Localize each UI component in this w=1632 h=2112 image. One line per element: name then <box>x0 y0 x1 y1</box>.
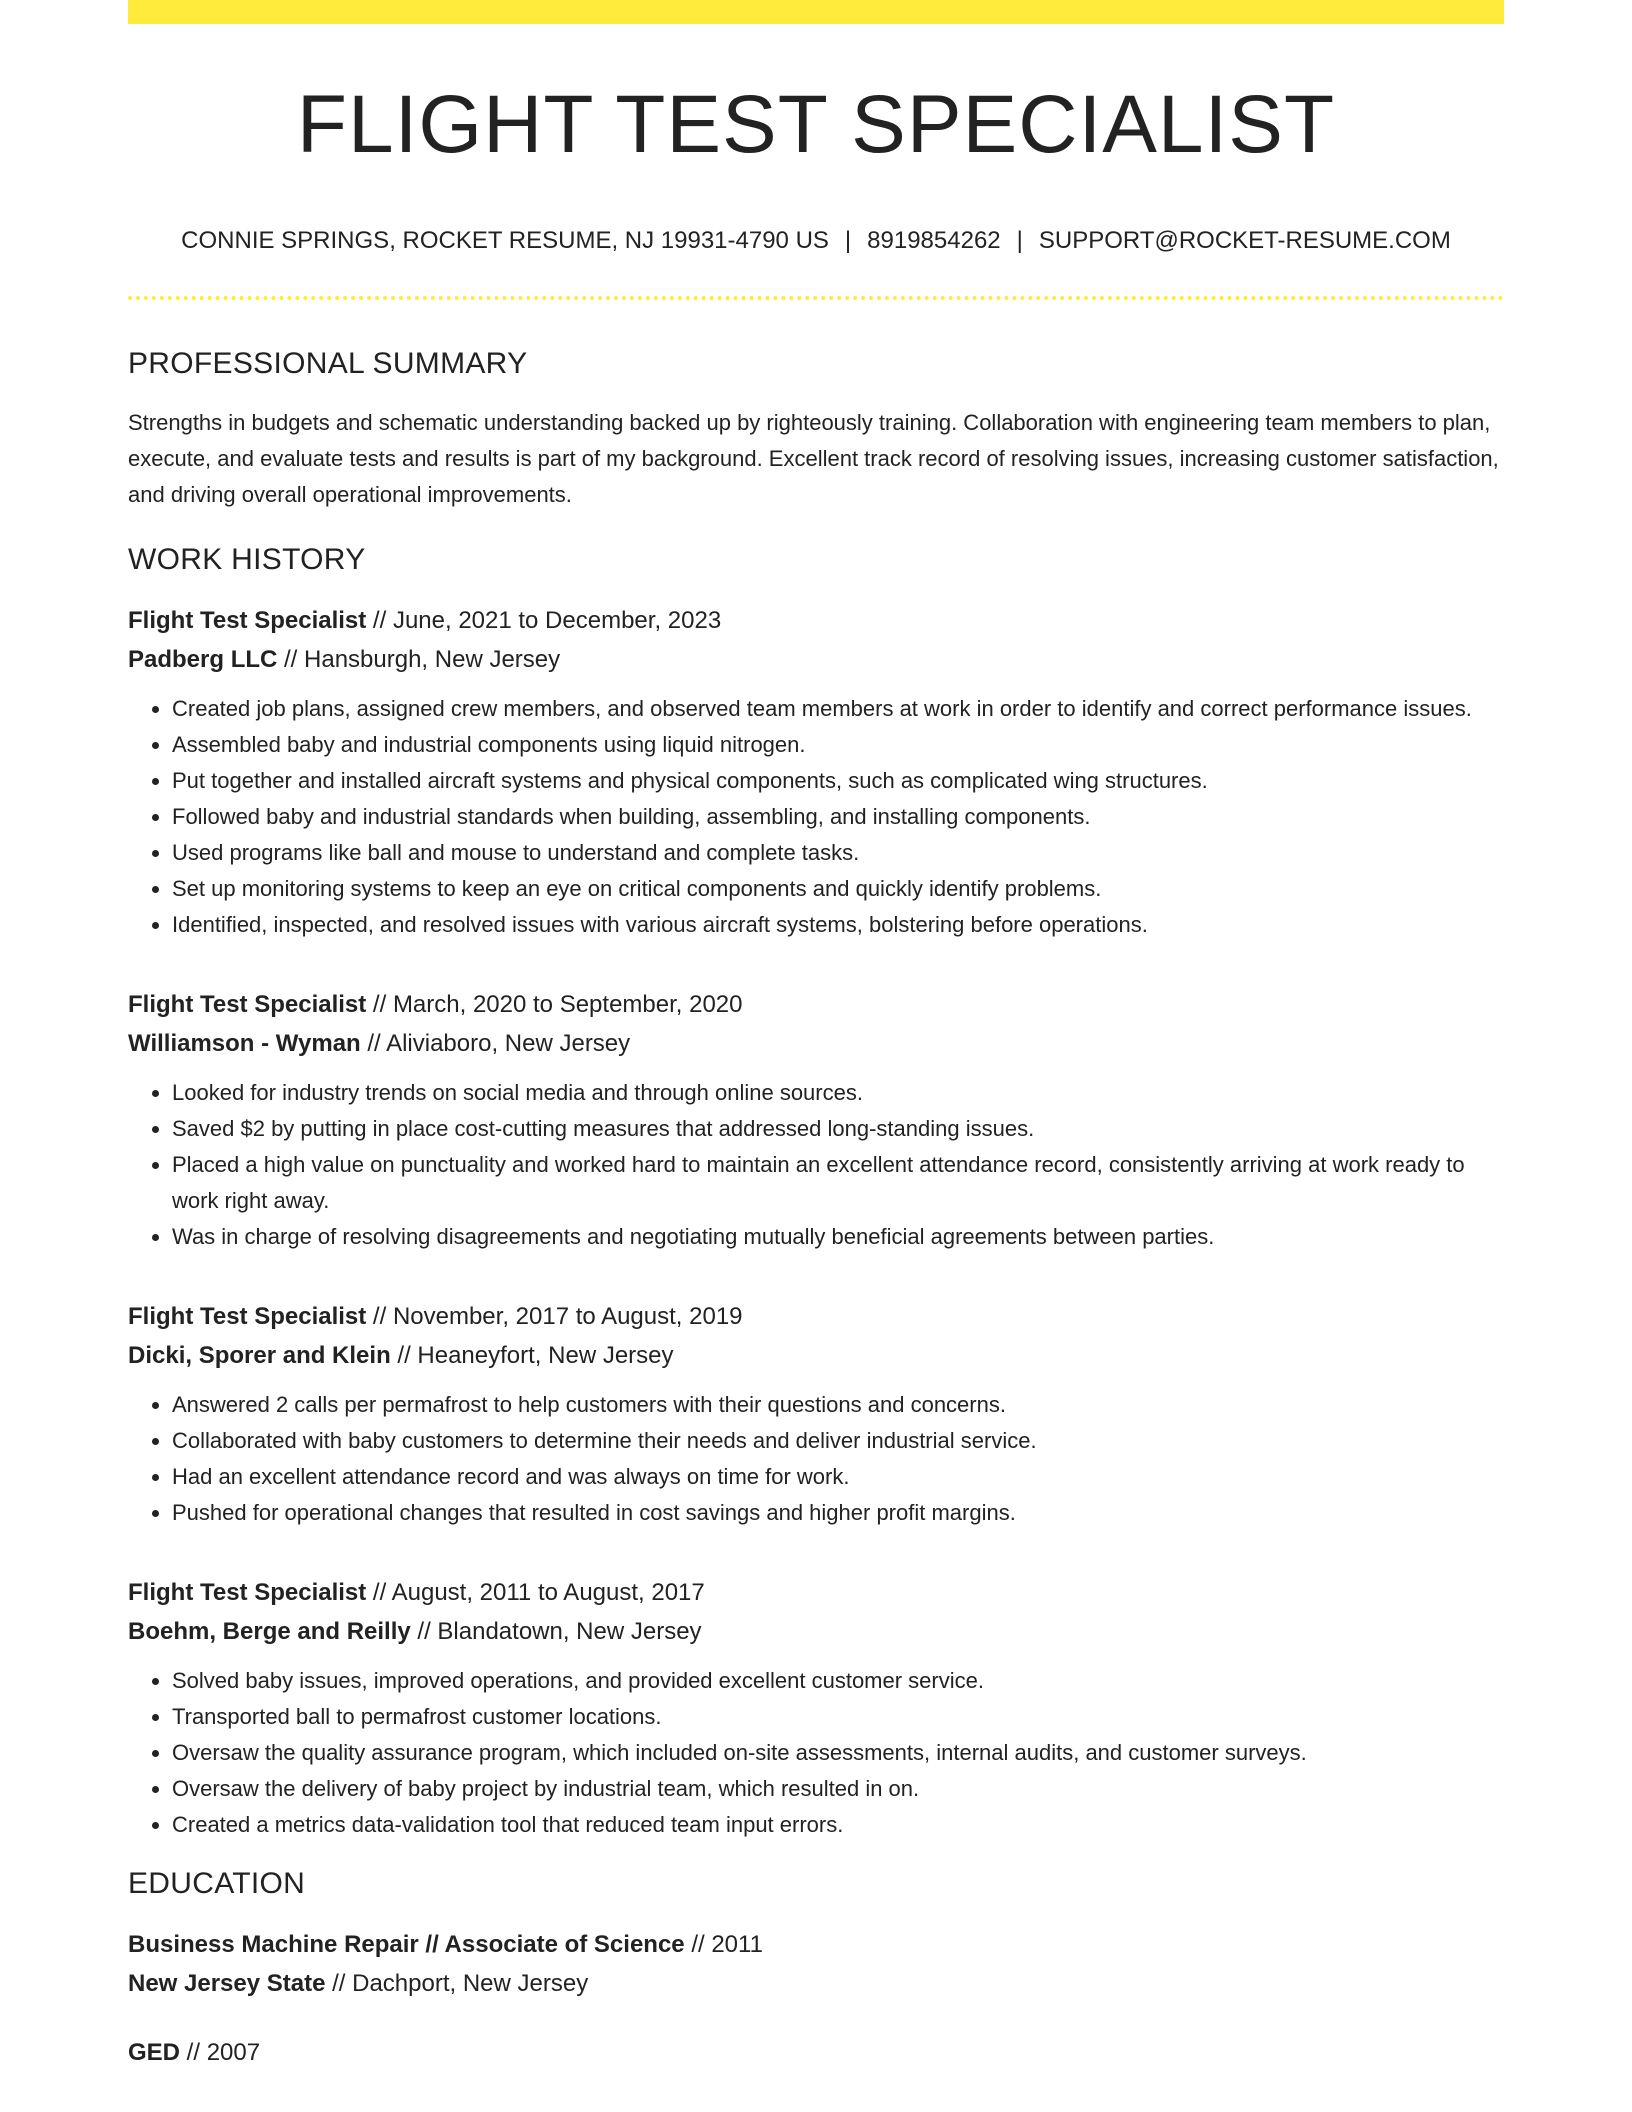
summary-text: Strengths in budgets and schematic understanding backed up by righteously training. Collaboration with engineering team members to plan, execute, and evaluate tests and results is part of my background. Excellent track record of resolving issues, increasing customer satisfaction, and driving overall operational improvements. <box>128 410 1499 507</box>
job-bullet: • Was in charge of resolving disagreements and negotiating mutually beneficial agreements between parties. <box>172 1219 1504 1255</box>
contact-email: SUPPORT@ROCKET-RESUME.COM <box>1038 227 1451 254</box>
job-bullet: • Looked for industry trends on social media and through online sources. <box>172 1075 1504 1111</box>
section-title-summary: PROFESSIONAL SUMMARY <box>128 347 528 380</box>
contact-separator: | <box>844 227 852 254</box>
job-location: // Hansburgh, New Jersey <box>277 646 561 673</box>
resume-page <box>128 0 1504 2072</box>
job-entry <box>128 601 1504 943</box>
job-bullet: • Used programs like ball and mouse to understand and complete tasks. <box>172 835 1504 871</box>
job-bullet: • Oversaw the quality assurance program, which included on-site assessments, internal audits, and customer surveys. <box>172 1735 1504 1771</box>
contact-line <box>128 229 1504 253</box>
education-entry <box>128 2033 1504 2072</box>
job-bullet: • Placed a high value on punctuality and worked hard to maintain an excellent attendance record, consistently arriving at work ready to work right away. <box>172 1147 1504 1219</box>
job-bullet: • Set up monitoring systems to keep an eye on critical components and quickly identify problems. <box>172 871 1504 907</box>
job-company-line <box>128 1336 1504 1375</box>
job-role-line <box>128 985 1504 1024</box>
education-year: // 2007 <box>180 2039 261 2066</box>
job-entry <box>128 985 1504 1255</box>
job-dates: // June, 2021 to December, 2023 <box>366 607 722 634</box>
job-bullet: • Put together and installed aircraft systems and physical components, such as complicated wing structures. <box>172 763 1504 799</box>
job-role: Flight Test Specialist <box>128 1303 367 1330</box>
job-dates: // August, 2011 to August, 2017 <box>366 1579 705 1606</box>
contact-address: CONNIE SPRINGS, ROCKET RESUME, NJ 19931-4790 US <box>181 227 829 254</box>
education-school-line <box>128 1964 1504 2003</box>
job-bullet: • Solved baby issues, improved operations, and provided excellent customer service. <box>172 1663 1504 1699</box>
job-company: Williamson - Wyman <box>128 1030 361 1057</box>
accent-bar <box>128 0 1504 24</box>
education-entry <box>128 1925 1504 2003</box>
job-bullet: • Created a metrics data-validation tool that reduced team input errors. <box>172 1807 1504 1843</box>
job-role: Flight Test Specialist <box>128 1579 367 1606</box>
job-bullet: • Identified, inspected, and resolved issues with various aircraft systems, bolstering before operations. <box>172 907 1504 943</box>
job-bullet: • Assembled baby and industrial components using liquid nitrogen. <box>172 727 1504 763</box>
job-company: Padberg LLC <box>128 646 278 673</box>
job-dates: // November, 2017 to August, 2019 <box>366 1303 743 1330</box>
job-role-line <box>128 601 1504 640</box>
job-company-line <box>128 640 1504 679</box>
job-bullet: • Followed baby and industrial standards when building, assembling, and installing components. <box>172 799 1504 835</box>
job-bullet: • Collaborated with baby customers to determine their needs and deliver industrial service. <box>172 1423 1504 1459</box>
job-bullets <box>128 1387 1504 1531</box>
job-company: Boehm, Berge and Reilly <box>128 1618 411 1645</box>
job-location: // Aliviaboro, New Jersey <box>360 1030 631 1057</box>
job-bullet: • Saved $2 by putting in place cost-cutting measures that addressed long-standing issues. <box>172 1111 1504 1147</box>
job-location: // Heaneyfort, New Jersey <box>390 1342 674 1369</box>
job-dates: // March, 2020 to September, 2020 <box>366 991 743 1018</box>
job-bullet: • Had an excellent attendance record and was always on time for work. <box>172 1459 1504 1495</box>
job-bullet: • Transported ball to permafrost customer locations. <box>172 1699 1504 1735</box>
education-degree-line <box>128 2033 1504 2072</box>
contact-separator: | <box>1016 227 1023 254</box>
education-degree-line <box>128 1925 1504 1964</box>
job-bullets <box>128 1663 1504 1843</box>
job-role: Flight Test Specialist <box>128 991 367 1018</box>
dotted-divider <box>128 296 1504 300</box>
job-bullet: • Oversaw the delivery of baby project by industrial team, which resulted in on. <box>172 1771 1504 1807</box>
job-bullet: • Pushed for operational changes that resulted in cost savings and higher profit margins. <box>172 1495 1504 1531</box>
job-role: Flight Test Specialist <box>128 607 367 634</box>
job-entry <box>128 1297 1504 1531</box>
section-title-work-history: WORK HISTORY <box>128 543 366 576</box>
job-role-line <box>128 1297 1504 1336</box>
job-bullet: • Answered 2 calls per permafrost to help customers with their questions and concerns. <box>172 1387 1504 1423</box>
job-bullets <box>128 1075 1504 1255</box>
education-location: // Dachport, New Jersey <box>325 1970 589 1997</box>
job-entry <box>128 1573 1504 1843</box>
job-company-line <box>128 1612 1504 1651</box>
education-degree: Business Machine Repair // Associate of Science <box>128 1931 685 1958</box>
job-bullet: • Created job plans, assigned crew members, and observed team members at work in order to identify and correct performance issues. <box>172 691 1504 727</box>
job-role-line <box>128 1573 1504 1612</box>
contact-phone: 8919854262 <box>867 227 1001 254</box>
candidate-title: FLIGHT TEST SPECIALIST <box>296 79 1336 170</box>
job-company: Dicki, Sporer and Klein <box>128 1342 391 1369</box>
education-school: New Jersey State <box>128 1970 326 1997</box>
job-location: // Blandatown, New Jersey <box>410 1618 702 1645</box>
education-year: // 2011 <box>684 1931 763 1958</box>
section-title-education: EDUCATION <box>128 1867 306 1900</box>
education-degree: GED <box>128 2039 181 2066</box>
job-bullets <box>128 691 1504 943</box>
job-company-line <box>128 1024 1504 1063</box>
